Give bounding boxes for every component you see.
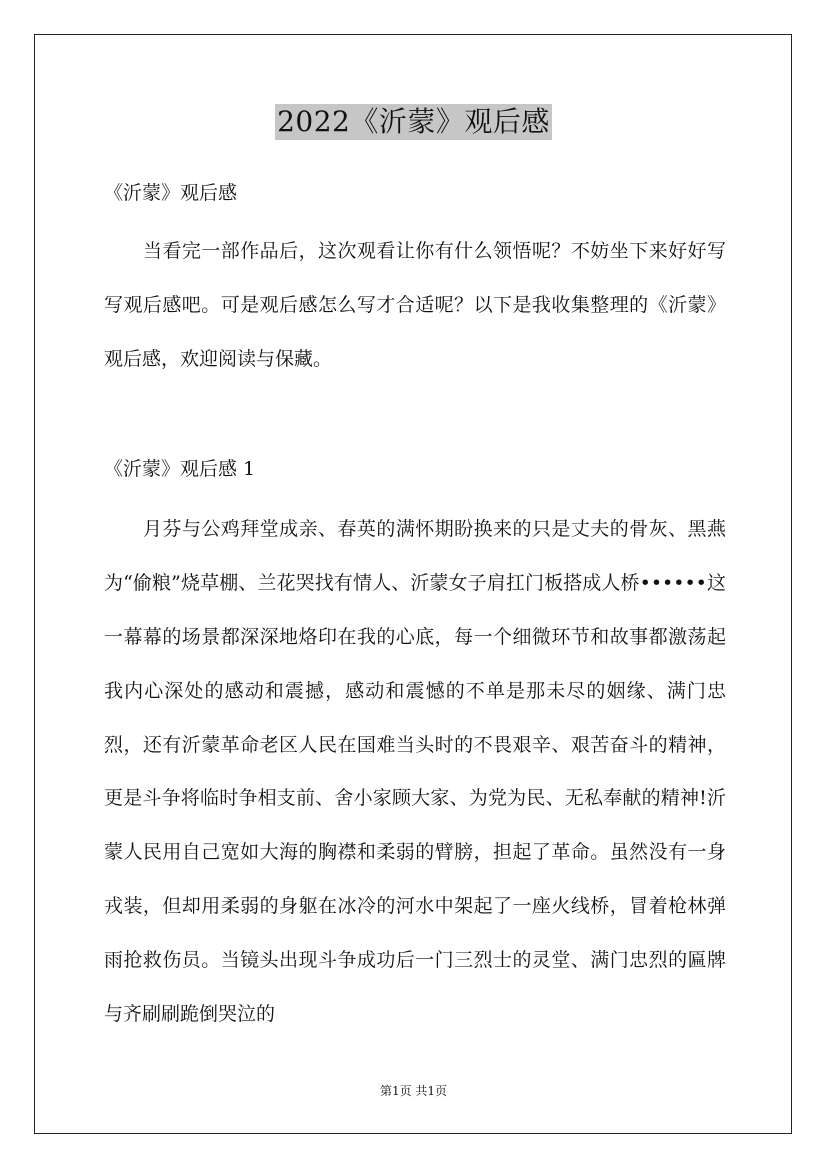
page-footer — [0, 1083, 827, 1099]
page-number-label: 第1页 共1页 — [379, 1084, 448, 1098]
section-paragraph: 月芬与公鸡拜堂成亲、春英的满怀期盼换来的只是丈夫的骨灰、黑燕为“偷粮”烧草棚、兰花哭找有情人、沂蒙女子肩扛门板搭成人桥••••••这一幕幕的场景都深深地烙印在我的心底，每一个细微环节和故事都激荡起我内心深处的感动和震撼，感动和震憾的不单是那未尽的姻缘、满门忠烈，还有沂蒙革命老区人民在国难当头时的不畏艰辛、艰苦奋斗的精神，更是斗争将临时争相支前、舍小家顾大家、为党为民、无私奉献的精神!沂蒙人民用自己宽如大海的胸襟和柔弱的臂膀，担起了革命。虽然没有一身戎装，但却用柔弱的身躯在冰冷的河水中架起了一座火线桥，冒着枪林弹雨抢救伤员。当镜头出现斗争成功后一门三烈士的灵堂、满门忠烈的匾牌与齐刷刷跪倒哭泣的 — [104, 518, 726, 1025]
subtitle-heading: 《沂蒙》观后感 — [104, 182, 238, 204]
spacer — [104, 208, 726, 225]
spacer — [104, 484, 726, 503]
document-body — [104, 178, 726, 1041]
spacer — [104, 386, 726, 454]
section-heading: 《沂蒙》观后感 1 — [104, 458, 256, 481]
intro-paragraph: 当看完一部作品后，这次观看让你有什么领悟呢？不妨坐下来好好写写观后感吧。可是观后感怎么写才合适呢？以下是我收集整理的《沂蒙》观后感，欢迎阅读与保藏。 — [104, 240, 726, 370]
document-title-wrap — [0, 104, 827, 140]
document-title: 2022《沂蒙》观后感 — [277, 105, 550, 138]
